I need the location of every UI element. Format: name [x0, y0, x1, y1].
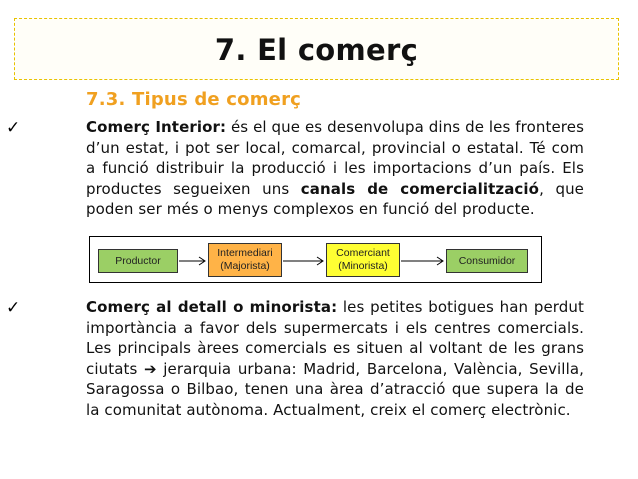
node-sublabel: (Minorista)	[338, 260, 388, 272]
checkmark-icon: ✓	[6, 298, 21, 318]
checkmark-icon: ✓	[6, 118, 21, 138]
bullet-text: , que poden ser més o menys complexos en funció del producte.	[86, 179, 584, 218]
node-intermediari	[208, 243, 282, 277]
arrow-icon	[400, 255, 446, 267]
bullet-text: jerarquia urbana: Madrid, Barcelona, València, Sevilla, Saragossa o Bilbao, tenen una àrea d’atracció que supera la de la comunitat autònoma. Actualment, creix el comerç electrònic.	[86, 359, 584, 419]
node-label: Consumidor	[458, 254, 516, 267]
bullet-comerc-detall	[86, 297, 584, 420]
arrow-icon	[178, 255, 208, 267]
node-comerciant	[326, 243, 400, 277]
distribution-channel-diagram	[89, 236, 542, 283]
node-consumidor	[446, 249, 528, 273]
node-label: Intermediari	[217, 247, 273, 259]
section-subtitle: 7.3. Tipus de comerç	[86, 89, 302, 110]
bold-term: canals de comercialització	[300, 179, 540, 198]
bullet-text: les petites botigues han perdut importància a favor dels supermercats i els centres comercials. Les principals àrees comercials es situen al voltant de les grans ciutats	[86, 298, 585, 378]
node-label: Comerciant	[336, 247, 390, 259]
bullet-heading: Comerç al detall o minorista:	[86, 298, 338, 316]
node-label: Productor	[115, 254, 161, 267]
bullet-comerc-interior	[86, 117, 584, 220]
arrow-right-icon: ➔	[144, 359, 157, 378]
page-title: 7. El comerç	[214, 33, 419, 67]
node-sublabel: (Majorista)	[220, 260, 270, 272]
arrow-icon	[282, 255, 326, 267]
bullet-text: és el que es desenvolupa dins de les fronteres d’un estat, i pot ser local, comarcal, provincial o estatal. Té com a funció distribuir la producció i les importacions d’un país. Els productes segueixen uns	[86, 118, 584, 198]
node-productor	[98, 249, 178, 273]
bullet-heading: Comerç Interior:	[86, 118, 227, 136]
title-box	[14, 18, 619, 80]
